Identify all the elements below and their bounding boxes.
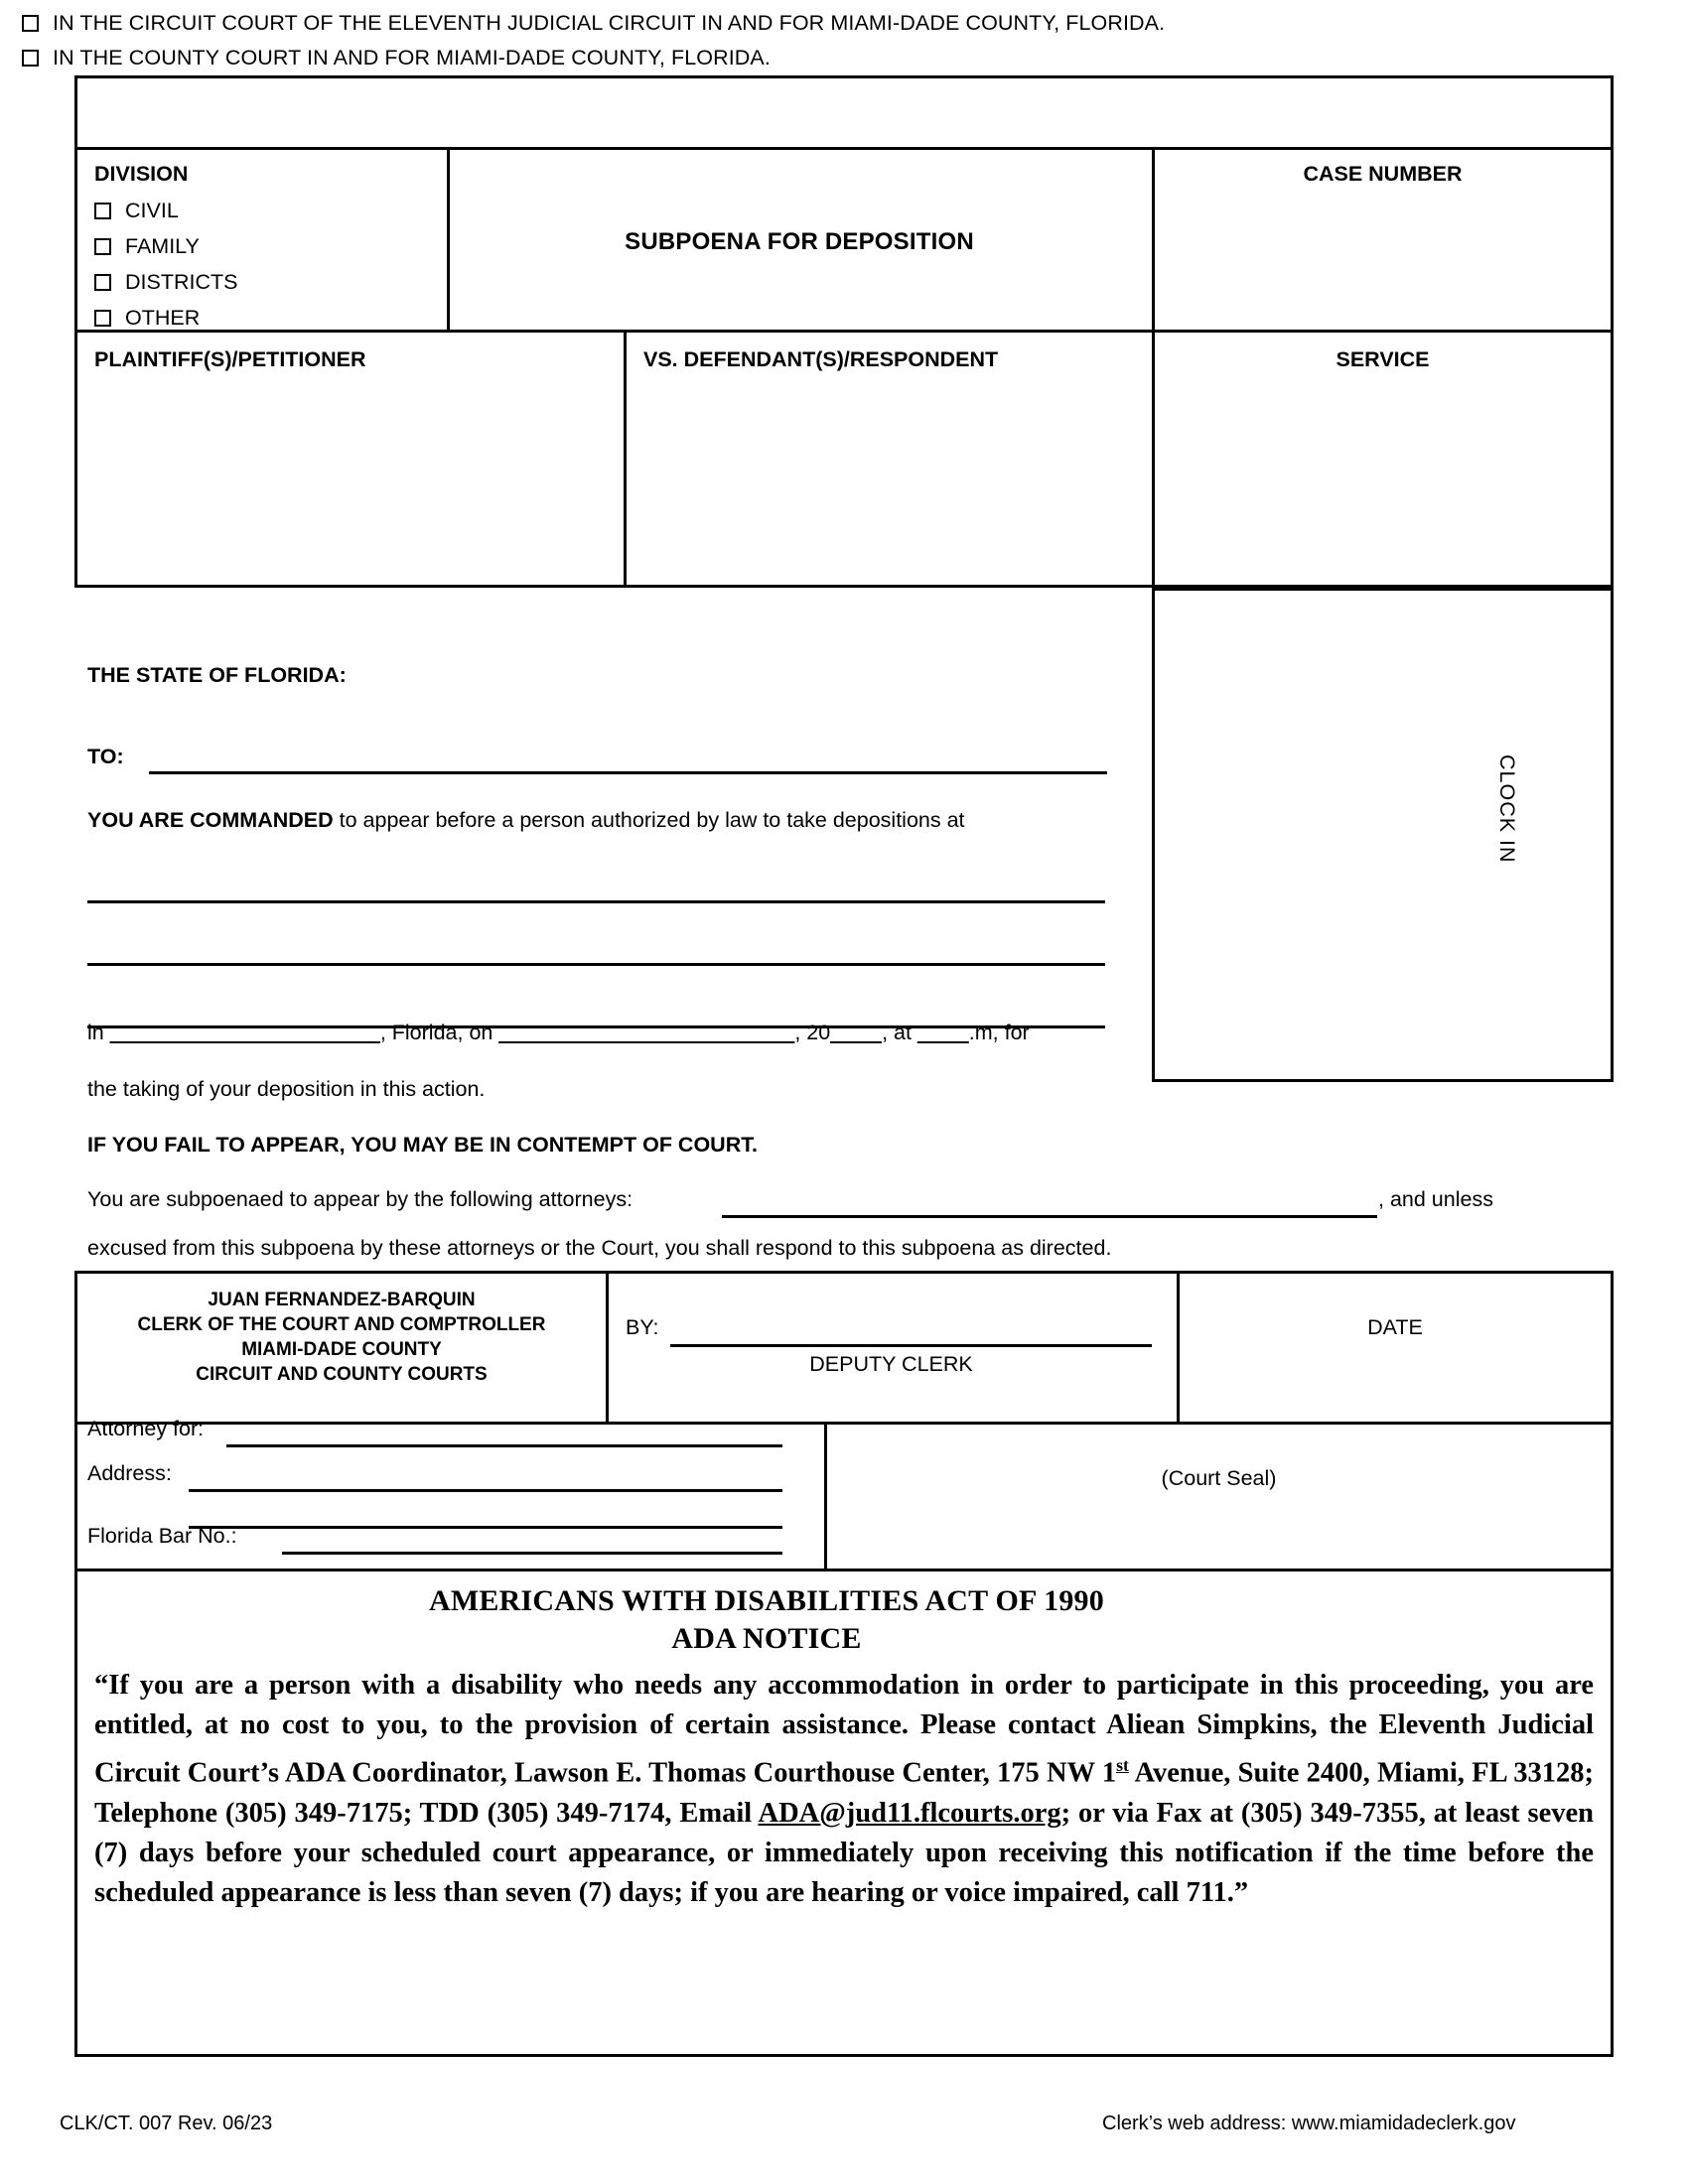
florida-bar-no-label: Florida Bar No.: bbox=[87, 1524, 237, 1548]
city-blank[interactable]: _____________________ bbox=[109, 1021, 380, 1044]
deposition-location-line-1[interactable] bbox=[87, 900, 1105, 903]
division-option-family-label: FAMILY bbox=[125, 234, 200, 258]
form-code-footer: CLK/CT. 007 Rev. 06/23 bbox=[60, 2113, 273, 2134]
checkbox-districts[interactable] bbox=[94, 274, 111, 291]
court-selection-box bbox=[74, 75, 1614, 147]
division-option-districts-label: DISTRICTS bbox=[125, 270, 238, 294]
excused-text: excused from this subpoena by these attorneys or the Court, you shall respond to this subpoena as directed. bbox=[87, 1236, 1112, 1260]
state-of-florida-heading: THE STATE OF FLORIDA: bbox=[87, 663, 347, 687]
web-address-footer: Clerk’s web address: www.miamidadeclerk.gov bbox=[1102, 2113, 1516, 2134]
clerk-name: JUAN FERNANDEZ-BARQUIN bbox=[208, 1290, 476, 1310]
in-prefix: in bbox=[87, 1021, 110, 1044]
ada-body-part-2: Avenue, Suite 2400, Miami, FL 33128; Telephone (305) 349-7175; TDD (305) 349-7174, Email bbox=[94, 1757, 1594, 1829]
time-blank[interactable]: ____ bbox=[916, 1021, 969, 1044]
subpoenaed-by-attorneys-label: You are subpoenaed to appear by the following attorneys: bbox=[87, 1187, 633, 1211]
defendant-label: VS. DEFENDANT(S)/RESPONDENT bbox=[643, 347, 999, 371]
meridiem-suffix: .m, for bbox=[968, 1021, 1030, 1044]
ada-notice-body bbox=[94, 1666, 1594, 1913]
division-option-other-label: OTHER bbox=[125, 306, 201, 330]
attorney-for-label: Attorney for: bbox=[87, 1417, 205, 1440]
taking-deposition-line: the taking of your deposition in this action. bbox=[87, 1077, 486, 1101]
checkbox-other[interactable] bbox=[94, 310, 111, 327]
florida-bar-no-fill-line[interactable] bbox=[282, 1552, 782, 1555]
clerk-name-block bbox=[77, 1288, 606, 1387]
divider-by-date bbox=[1177, 1271, 1180, 1422]
clock-in-label: CLOCK IN bbox=[1495, 754, 1519, 864]
court-option-circuit[interactable] bbox=[22, 11, 1165, 36]
date-label: DATE bbox=[1367, 1315, 1423, 1339]
division-option-districts[interactable] bbox=[94, 270, 237, 295]
divider-clerk-by bbox=[606, 1271, 609, 1422]
deposition-datetime-line bbox=[87, 1021, 1030, 1045]
division-label: DIVISION bbox=[94, 162, 189, 186]
checkbox-civil[interactable] bbox=[94, 203, 111, 219]
court-seal-label: (Court Seal) bbox=[1161, 1466, 1277, 1490]
plaintiff-label: PLAINTIFF(S)/PETITIONER bbox=[94, 347, 366, 371]
divider-plaintiff-defendant bbox=[624, 330, 627, 588]
form-title: SUBPOENA FOR DEPOSITION bbox=[625, 228, 974, 255]
checkbox-county-court[interactable] bbox=[22, 50, 39, 67]
ada-title-line-2: ADA NOTICE bbox=[671, 1622, 862, 1655]
divider-attorney-seal bbox=[824, 1422, 827, 1569]
deputy-clerk-signature-line[interactable] bbox=[670, 1344, 1152, 1347]
case-number-label: CASE NUMBER bbox=[1303, 162, 1463, 186]
and-unless-text: , and unless bbox=[1378, 1187, 1493, 1211]
ada-body-part-3: ; or via Fax at (305) 349-7355, at least seven (7) days before your scheduled court appearance, or immediately upon receiving this notification if the time before the scheduled appearance is less than seven (7) days; if you are hearing or voice impaired, call 711.” bbox=[94, 1797, 1594, 1908]
to-fill-line[interactable] bbox=[149, 771, 1107, 774]
attorney-for-fill-line[interactable] bbox=[226, 1444, 782, 1447]
court-option-circuit-label: IN THE CIRCUIT COURT OF THE ELEVENTH JUDICIAL CIRCUIT IN AND FOR MIAMI-DADE COUNTY, FLORIDA. bbox=[53, 11, 1166, 35]
you-are-commanded-rest: to appear before a person authorized by law to take depositions at bbox=[333, 808, 965, 832]
court-option-county-label: IN THE COUNTY COURT IN AND FOR MIAMI-DADE COUNTY, FLORIDA. bbox=[53, 46, 771, 69]
checkbox-family[interactable] bbox=[94, 238, 111, 255]
court-option-county[interactable] bbox=[22, 46, 771, 70]
division-option-civil[interactable] bbox=[94, 199, 179, 223]
at-text: , at bbox=[882, 1021, 917, 1044]
you-are-commanded-line bbox=[87, 808, 965, 833]
ada-ordinal-suffix: st bbox=[1116, 1755, 1129, 1775]
year-blank[interactable]: ____ bbox=[830, 1021, 883, 1044]
division-option-civil-label: CIVIL bbox=[125, 199, 179, 222]
florida-on-text: , Florida, on bbox=[379, 1021, 499, 1044]
by-label: BY: bbox=[626, 1315, 659, 1339]
ada-email-link[interactable]: ADA@jud11.flcourts.org bbox=[758, 1797, 1061, 1829]
clock-in-box bbox=[1152, 588, 1614, 1082]
contempt-warning: IF YOU FAIL TO APPEAR, YOU MAY BE IN CONTEMPT OF COURT. bbox=[87, 1133, 758, 1157]
clerk-title-line-3: CIRCUIT AND COUNTY COURTS bbox=[196, 1364, 488, 1385]
date-blank[interactable]: _______________________ bbox=[498, 1021, 795, 1044]
clerk-title-line-1: CLERK OF THE COURT AND COMPTROLLER bbox=[137, 1314, 546, 1335]
ada-body-part-1: “If you are a person with a disability who needs any accommodation in order to participate in this proceeding, you are entitled, at no cost to you, to the provision of certain assistance. Please contact Aliean Simpkins, the Eleventh Judicial Circuit Court’s ADA Coordinator, Lawson E. Thomas Courthouse Center, 175 NW 1 bbox=[94, 1670, 1594, 1789]
you-are-commanded-bold: YOU ARE COMMANDED bbox=[87, 808, 334, 832]
division-option-other[interactable] bbox=[94, 306, 200, 331]
division-option-family[interactable] bbox=[94, 234, 200, 259]
deputy-clerk-label: DEPUTY CLERK bbox=[809, 1352, 973, 1376]
attorneys-fill-line[interactable] bbox=[722, 1215, 1377, 1218]
deposition-location-line-2[interactable] bbox=[87, 963, 1105, 966]
to-label: TO: bbox=[87, 745, 124, 768]
ada-title-line-1: AMERICANS WITH DISABILITIES ACT OF 1990 bbox=[429, 1584, 1104, 1617]
clerk-title-line-2: MIAMI-DADE COUNTY bbox=[241, 1339, 442, 1360]
checkbox-circuit-court[interactable] bbox=[22, 15, 39, 32]
address-fill-line-1[interactable] bbox=[189, 1489, 782, 1492]
address-fill-line-2[interactable] bbox=[189, 1526, 782, 1529]
service-label: SERVICE bbox=[1336, 347, 1430, 371]
address-label: Address: bbox=[87, 1461, 172, 1485]
year-prefix-text: , 20 bbox=[794, 1021, 831, 1044]
